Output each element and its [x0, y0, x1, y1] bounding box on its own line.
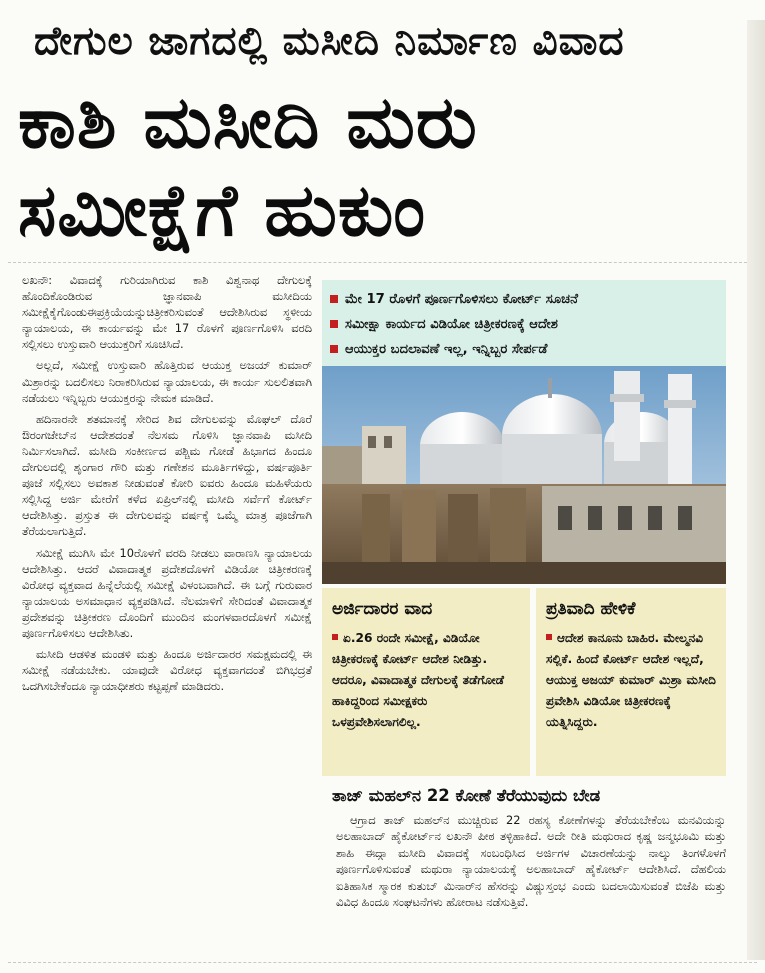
petitioners-text: ಏ.26 ರಂದೇ ಸಮೀಕ್ಷೆ, ವಿಡಿಯೋ ಚಿತ್ರೀಕರಣಕ್ಕೆ ಕೋರ್ಟ್ ಆದೇಶ ನೀಡಿತ್ತು. ಆದರೂ, ವಿವಾದಾತ್ಮಕ ದೇಗುಲಕ್ಕೆ ತಡೆಗೋಡೆ ಹಾಕಿದ್ದರಿಂದ ಸಮೀಕ್ಷಕರು ಒಳಪ್ರವೇಶಿಸಲಾಗಲಿಲ್ಲ. — [332, 631, 504, 729]
bottom-divider — [8, 962, 757, 963]
bullet-icon — [330, 345, 338, 353]
divider — [8, 262, 757, 263]
highlight-item: ಮೇ 17 ರೊಳಗೆ ಪೂರ್ಣಗೊಳಿಸಲು ಕೋರ್ಟ್ ಸೂಚನೆ — [330, 287, 718, 312]
highlight-item: ಸಮೀಕ್ಷಾ ಕಾರ್ಯದ ವಿಡಿಯೋ ಚಿತ್ರೀಕರಣಕ್ಕೆ ಆದೇಶ — [330, 312, 718, 337]
article-paragraph: ಲಖನೌ: ವಿವಾದಕ್ಕೆ ಗುರಿಯಾಗಿರುವ ಕಾಶಿ ವಿಶ್ವನಾಥ ದೇಗುಲಕ್ಕೆ ಹೊಂದಿಕೊಂಡಿರುವ ಜ್ಞಾನವಾಪಿ ಮಸೀದಿಯ ಸಮೀಕ್ಷೆಕೈಗೊಂಡುಈಪ್ರಕ್ರಿಯೆಯನ್ನುಚಿತ್ರೀಕರಿಸುವಂತೆ ಆದೇಶಿಸಿರುವ ಸ್ಥಳೀಯ ನ್ಯಾಯಾಲಯ, ಈ ಕಾರ್ಯವನ್ನು ಮೇ 17 ರೊಳಗೆ ಪೂರ್ಣಗೊಳಿಸಿ ವರದಿ ಸಲ್ಲಿಸಲು ಉಸ್ತುವಾರಿ ಆಯುಕ್ತರಿಗೆ ಸೂಚಿಸಿದೆ. — [22, 273, 312, 352]
respondents-title: ಪ್ರತಿವಾದಿ ಹೇಳಿಕೆ — [546, 599, 636, 619]
bullet-icon — [546, 634, 552, 640]
article-paragraph: ಹದಿನಾರನೇ ಶತಮಾನಕ್ಕೆ ಸೇರಿದ ಶಿವ ದೇಗುಲವನ್ನು ಮೊಘಲ್ ದೊರೆ ಔರಂಗಜೇಬ್‌ನ ಆದೇಶದಂತೆ ನೆಲಸಮ ಗೊಳಿಸಿ ಜ್ಞಾನವಾಪಿ ಮಸೀದಿ ನಿರ್ಮಿಸಲಾಗಿದೆ. ಮಸೀದಿ ಸಂಕೀರ್ಣದ ಪಶ್ಚಿಮ ಗೋಡೆ ಹಿಭಾಗದ ಹಿಂದೂ ದೇಗುಲದಲ್ಲಿ ಶೃಂಗಾರ ಗೌರಿ ಮತ್ತು ಗಣೇಶನ ಮೂರ್ತಿಗಳಿದ್ದು, ವರ್ಷಪೂರ್ತಿ ಪೂಜೆ ಸಲ್ಲಿಸಲು ಅವಕಾಶ ನೀಡುವಂತೆ ಕೋರಿ ಐವರು ಹಿಂದೂ ಮಹಿಳೆಯರು ಸಲ್ಲಿಸಿದ್ದ ಅರ್ಜಿ ಮೇರೆಗೆ ಕಳೆದ ಏಪ್ರಿಲ್‌ನಲ್ಲಿ ಮಸೀದಿ ಸರ್ವೆಗೆ ಕೋರ್ಟ್ ಆದೇಶಿಸಿತ್ತು. ಪ್ರಸ್ತುತ ಈ ದೇಗುಲವನ್ನು ವರ್ಷಕ್ಕೆ ಒಮ್ಮೆ ಮಾತ್ರ ಪೂಜೆಗಾಗಿ ತೆರೆಯಲಾಗುತ್ತಿದೆ. — [22, 411, 312, 539]
article-body — [22, 272, 312, 699]
headline-line-2: ಸಮೀಕ್ಷೆಗೆ ಹುಕುಂ — [18, 168, 427, 252]
article-paragraph: ಸಮೀಕ್ಷೆ ಮುಗಿಸಿ ಮೇ 10ರೊಳಗೆ ವರದಿ ನೀಡಲು ವಾರಾಣಸಿ ನ್ಯಾಯಾಲಯ ಆದೇಶಿಸಿತ್ತು. ಆದರೆ ವಿವಾದಾತ್ಮಕ ಪ್ರದೇಶದೊಳಗೆ ವಿಡಿಯೋ ಚಿತ್ರೀಕರಣಕ್ಕೆ ವಿರೋಧ ವ್ಯಕ್ತವಾದ ಹಿನ್ನೆಲೆಯಲ್ಲಿ ಸಮೀಕ್ಷೆ ವಿಳಂಬವಾಗಿದೆ. ಈ ಬಗ್ಗೆ ಗುರುವಾರ ನ್ಯಾಯಾಲಯ ಅಸಮಾಧಾನ ವ್ಯಕ್ತಪಡಿಸಿದೆ. ನೆಲಮಾಳಿಗೆ ಸೇರಿದಂತೆ ವಿವಾದಾತ್ಮಕ ಪ್ರದೇಶವನ್ನು ಚಿತ್ರೀಕರಣ ದೊಂದಿಗೆ ಮುಂದಿನ ಮಂಗಳವಾರದೊಳಗೆ ಸಮೀಕ್ಷೆ ಪೂರ್ಣಗೊಳಿಸಲು ಆದೇಶಿಸಿತು. — [22, 545, 312, 640]
subheadline: ದೇಗುಲ ಜಾಗದಲ್ಲಿ ಮಸೀದಿ ನಿರ್ಮಾಣ ವಿವಾದ — [34, 19, 625, 64]
petitioners-title: ಅರ್ಜಿದಾರರ ವಾದ — [332, 599, 433, 619]
taj-body: ಆಗ್ರಾದ ತಾಜ್ ಮಹಲ್‌ನ ಮುಚ್ಚಿರುವ 22 ರಹಸ್ಯ ಕೋಣೆಗಳನ್ನು ತೆರೆಯಬೇಕೆಂಬ ಮನವಿಯನ್ನು ಅಲಹಾಬಾದ್ ಹೈಕೋರ್ಟ್‌ನ ಲಖನೌ ಪೀಠ ತಳ್ಳಿಹಾಕಿದೆ. ಅದೇ ರೀತಿ ಮಥುರಾದ ಕೃಷ್ಣ ಜನ್ಮಭೂಮಿ ಮತ್ತು ಶಾಹಿ ಈದ್ಗಾ ಮಸೀದಿ ವಿವಾದಕ್ಕೆ ಸಂಬಂಧಿಸಿದ ಅರ್ಜಿಗಳ ವಿಚಾರಣೆಯನ್ನು ನಾಲ್ಕು ತಿಂಗಳೊಳಗೆ ಪೂರ್ಣಗೊಳಿಸುವಂತೆ ಮಥುರಾ ನ್ಯಾಯಾಲಯಕ್ಕೆ ಅಲಹಾಬಾದ್ ಹೈಕೋರ್ಟ್ ಆದೇಶಿಸಿದೆ. ದೆಹಲಿಯ ಐತಿಹಾಸಿಕ ಸ್ಮಾರಕ ಕುತುಬ್ ಮಿನಾರ್‌ನ ಹೆಸರನ್ನು ವಿಷ್ಣುಸ್ತಂಭ ಎಂದು ಬದಲಾಯಿಸುವಂತೆ ಬಿಜೆಪಿ ಮತ್ತು ವಿವಿಧ ಹಿಂದೂ ಸಂಘಟನೆಗಳು ಹೋರಾಟ ನಡೆಸುತ್ತಿವೆ. — [336, 813, 726, 910]
headline — [18, 78, 748, 254]
mosque-photo — [322, 366, 726, 584]
article-paragraph: ಮಸೀದಿ ಆಡಳಿತ ಮಂಡಳಿ ಮತ್ತು ಹಿಂದೂ ಅರ್ಜಿದಾರರ ಸಮಕ್ಷಮದಲ್ಲಿ ಈ ಸಮೀಕ್ಷೆ ನಡೆಯಬೇಕು. ಯಾವುದೇ ವಿರೋಧ ವ್ಯಕ್ತವಾಗದಂತೆ ಬಿಗಿಭದ್ರತೆ ಒದಗಿಸಬೇಕೆಂದೂ ನ್ಯಾಯಾಧೀಶರು ಕಟ್ಟಪ್ಪಣೆ ಮಾಡಿದರು. — [22, 647, 312, 694]
respondents-text: ಆದೇಶ ಕಾನೂನು ಬಾಹಿರ. ಮೇಲ್ಮನವಿ ಸಲ್ಲಿಕೆ. ಹಿಂದೆ ಕೋರ್ಟ್ ಆದೇಶ ಇಲ್ಲದೆ, ಆಯುಕ್ತ ಅಜಯ್ ಕುಮಾರ್ ಮಿಶ್ರಾ ಮಸೀದಿ ಪ್ರವೇಶಿಸಿ ವಿಡಿಯೋ ಚಿತ್ರೀಕರಣಕ್ಕೆ ಯತ್ನಿಸಿದ್ದರು. — [546, 631, 716, 729]
highlights-box — [322, 280, 726, 366]
highlight-item: ಆಯುಕ್ತರ ಬದಲಾವಣೆ ಇಲ್ಲ, ಇನ್ನಿಬ್ಬರ ಸೇರ್ಪಡೆ — [330, 337, 718, 362]
respondents-panel — [536, 588, 726, 776]
bullet-icon — [330, 320, 338, 328]
bullet-icon — [330, 295, 338, 303]
bullet-icon — [332, 634, 338, 640]
adjacent-page-edge — [747, 20, 765, 960]
taj-headline: ತಾಜ್ ಮಹಲ್‌ನ 22 ಕೋಣೆ ತೆರೆಯುವುದು ಬೇಡ — [332, 786, 601, 805]
article-paragraph: ಅಲ್ಲದೆ, ಸಮೀಕ್ಷೆ ಉಸ್ತುವಾರಿ ಹೊತ್ತಿರುವ ಆಯುಕ್ತ ಅಜಯ್ ಕುಮಾರ್ ಮಿಶ್ರಾರನ್ನು ಬದಲಿಸಲು ನಿರಾಕರಿಸಿರುವ ನ್ಯಾಯಾಲಯ, ಈ ಕಾರ್ಯ ಸುಲಲಿತವಾಗಿ ನಡೆಯಲು ಇನ್ನಿಬ್ಬರು ಆಯುಕ್ತರನ್ನು ನೇಮಕ ಮಾಡಿದೆ. — [22, 358, 312, 405]
petitioners-panel — [322, 588, 530, 776]
headline-line-1: ಕಾಶಿ ಮಸೀದಿ ಮರು — [18, 80, 478, 164]
